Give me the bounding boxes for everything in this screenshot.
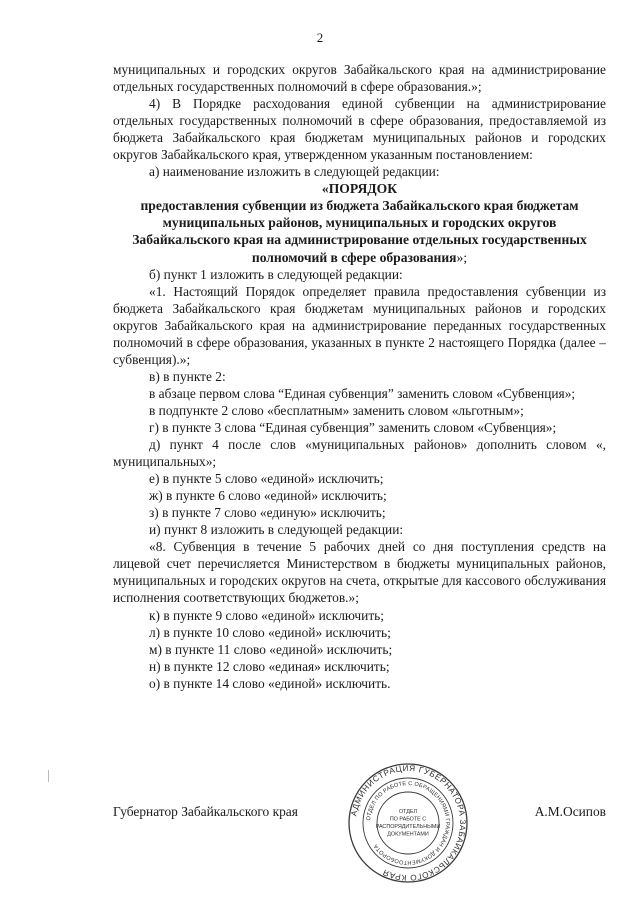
paragraph-item-l: л) в пункте 10 слово «единой» исключить; <box>149 624 391 640</box>
svg-text:ПО РАБОТЕ С: ПО РАБОТЕ С <box>389 816 427 823</box>
paragraph-item-v: в) в пункте 2: <box>149 368 226 384</box>
paragraph-point-1: «1. Настоящий Порядок определяет правила предоставления субвенции из бюджета Забайкальского края бюджетам муниципальных районов и городских округов Забайкальского края на администрирование переданных государственных полномочий в сфере образования, указанных в пункте 2 настоящего Порядка (далее – субвенция).»; <box>113 283 606 367</box>
signatory-name: А.М.Осипов <box>534 804 606 819</box>
section-title: «ПОРЯДОК <box>321 181 398 197</box>
section-subtitle <box>113 197 606 265</box>
section-subtitle-text: предоставления субвенции из бюджета Забайкальского края бюджетам муниципальных районов, муниципальных и городских округов Забайкальского края на администрирование отдельных государственных полномочий в сфере образования <box>132 198 587 265</box>
svg-text:ДОКУМЕНТАМИ: ДОКУМЕНТАМИ <box>387 831 429 838</box>
stamp-middle-ring <box>363 778 453 868</box>
paragraph-item-v-2: в подпункте 2 слово «бесплатным» заменить словом «льготным»; <box>149 402 524 418</box>
margin-mark <box>48 770 49 782</box>
paragraph-point-8: «8. Субвенция в течение 5 рабочих дней со дня поступления средств на лицевой счет перечисляется Министерством в бюджеты муниципальных районов, муниципальных и городских округов на счета, открытые для кассового обслуживания исполнения соответствующих бюджетов.»; <box>113 539 606 606</box>
paragraph-item-n: н) в пункте 12 слово «единая» исключить; <box>149 658 390 674</box>
section-subtitle-end: »; <box>456 249 468 265</box>
paragraph-item-e: е) в пункте 5 слово «единой» исключить; <box>149 471 384 487</box>
paragraph-item-k: к) в пункте 9 слово «единой» исключить; <box>149 607 385 623</box>
svg-text:ОТДЕЛ: ОТДЕЛ <box>398 809 418 815</box>
paragraph-item-4: 4) В Порядке расходования единой субвенции на администрирование отдельных государственных полномочий в сфере образования, предоставляемой из бюджета Забайкальского края бюджетам муниципальных районов и городских округов Забайкальского края, утвержденном указанным постановлением: <box>113 96 606 163</box>
paragraph-item-v-1: в абзаце первом слова “Единая субвенция” заменить словом «Субвенция»; <box>149 385 576 401</box>
signatory-position: Губернатор Забайкальского края <box>113 804 298 819</box>
stamp-outer-text: АДМИНИСТРАЦИЯ ГУБЕРНАТОРА ЗАБАЙКАЛЬСКОГО КРАЯ <box>349 763 468 883</box>
paragraph-item-a: а) наименование изложить в следующей редакции: <box>149 164 440 180</box>
stamp-inner-ring <box>377 792 439 854</box>
page-number: 2 <box>316 30 324 45</box>
paragraph-item-b: б) пункт 1 изложить в следующей редакции: <box>149 266 403 282</box>
paragraph-item-i: и) пункт 8 изложить в следующей редакции: <box>149 522 404 538</box>
stamp-center-text <box>376 809 441 838</box>
svg-text:РАСПОРЯДИТЕЛЬНЫМИ: РАСПОРЯДИТЕЛЬНЫМИ <box>375 824 441 830</box>
stamp-inner-text: ОТДЕЛ ПО РАБОТЕ С ОБРАЩЕНИЯМИ ГРАЖДАН И ДОКУМЕНТООБОРОТА <box>366 780 451 866</box>
paragraph-continuation: муниципальных и городских округов Забайкальского края на администрирование отдельных государственных полномочий в сфере образования.»; <box>113 62 606 95</box>
paragraph-item-z: з) в пункте 7 слово «единую» исключить; <box>149 505 386 521</box>
paragraph-item-g: г) в пункте 3 слова “Единая субвенция” заменить словом «Субвенция»; <box>149 419 557 435</box>
paragraph-item-m: м) в пункте 11 слово «единой» исключить; <box>149 641 393 657</box>
paragraph-item-d: д) пункт 4 после слов «муниципальных районов» дополнить словом «, муниципальных»; <box>113 437 606 470</box>
paragraph-item-o: о) в пункте 14 слово «единой» исключить. <box>149 675 391 691</box>
document-body <box>113 61 606 692</box>
official-stamp <box>347 762 469 884</box>
paragraph-item-zh: ж) в пункте 6 слово «единой» исключить; <box>149 488 387 504</box>
